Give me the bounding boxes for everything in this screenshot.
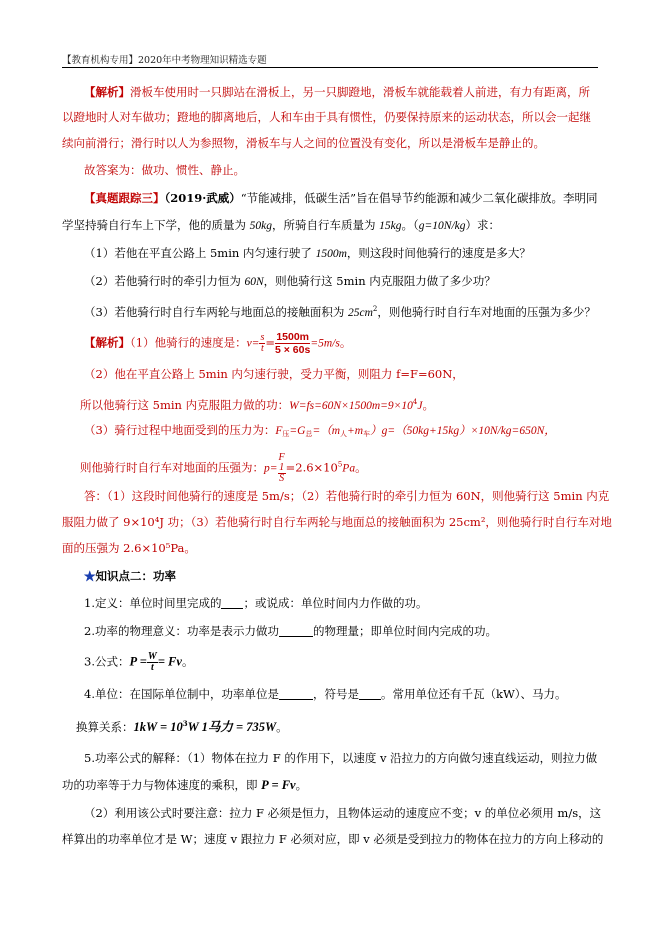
conversion-item: 换算关系：$1kW = 10^3W$ 1马力 = 735W。 bbox=[76, 719, 288, 734]
power-fraction: $\frac{W}{t}$ bbox=[147, 651, 157, 673]
pressure-fraction: F 1 S bbox=[278, 452, 285, 484]
analysis-paragraph-line-1: 【解析】滑板车使用时一只脚站在滑板上，另一只脚蹬地，滑板车就能载着人前进，有力有距离，所 bbox=[84, 85, 590, 99]
velocity-fraction: $\frac{s}{t}$ bbox=[260, 332, 265, 354]
question-2: （2）若他骑行时的牵引力恒为 60N，则他骑行这 5min 内克服阻力做了多少功？ bbox=[84, 274, 496, 288]
solution-line-1: 【解析】（1）他骑行的速度是：v= $\frac{s}{t}$ = $\frac{1500m}{5 \times 60s}$ =5m/s。 bbox=[84, 331, 352, 356]
velocity-value-fraction: $\frac{1500m}{5 \times 60s}$ bbox=[275, 331, 311, 356]
meaning-item: 2.功率的物理意义：功率是表示力做功 的物理量；即单位时间内完成的功。 bbox=[84, 624, 497, 638]
definition-item: 1.定义：单位时间里完成的 ；或说成：单位时间内力作做的功。 bbox=[84, 596, 428, 610]
problem-statement-line-2: 学坚持骑自行车上下学，他的质量为 50kg，所骑自行车质量为 15kg。（g=10N/kg）求： bbox=[62, 218, 501, 232]
explanation-line-1: 5.功率公式的解释：（1）物体在拉力 F 的作用下，以速度 v 沿拉力的方向做匀速直线运动，则拉力做 bbox=[84, 751, 598, 765]
question-1: （1）若他在平直公路上 5min 内匀速行驶了 1500m，则这段时间他骑行的速度是多大？ bbox=[84, 246, 531, 260]
analysis-paragraph-line-3: 续向前滑行；滑行时以人为参照物，滑板车与人之间的位置没有变化，所以是滑板车是静止的。 bbox=[62, 136, 545, 150]
final-answer-line-2: 服阻力做了 9×10⁴J 功；（3）若他骑行时自行车两轮与地面总的接触面积为 25cm²，则他骑行时自行车对地 bbox=[62, 515, 612, 529]
explanation-line-4: 样算出的功率单位才是 W；速度 v 跟拉力 F 必须对应，即 v 必须是受到拉力的物体在拉力的方向上移动的 bbox=[62, 832, 604, 846]
problem-source: （2019·武威） bbox=[164, 191, 241, 205]
unit-item: 4.单位：在国际单位制中，功率单位是 ，符号是 。常用单位还有千瓦（kW）、马力。 bbox=[84, 687, 567, 701]
final-answer-line-1: 答：（1）这段时间他骑行的速度是 5m/s；（2）若他骑行时的牵引力恒为 60N，则他骑行这 5min 内克 bbox=[84, 489, 610, 503]
question-3: （3）若他骑行时自行车两轮与地面总的接触面积为 $25cm^2$，则他骑行时自行车对地面的压强为多少？ bbox=[84, 305, 596, 319]
analysis-paragraph-line-2: 以蹬地时人对车做功；蹬地的脚离地后，人和车由于具有惯性，仍要保持原来的运动状态，所以会一起继 bbox=[62, 110, 591, 124]
final-answer-line-3: 面的压强为 2.6×10⁵Pa。 bbox=[62, 541, 196, 555]
page-header: 【教育机构专用】2020年中考物理知识精选专题 bbox=[62, 55, 267, 66]
problem-tag: 【真题跟踪三】 bbox=[84, 191, 165, 205]
blank-field bbox=[359, 687, 381, 700]
knowledge-point-heading: ★知识点二：功率 bbox=[84, 569, 176, 583]
solution-line-3: 所以他骑行这 5min 内克服阻力做的功：$W=fs=60N\times 1500m=9\times 10^4J$。 bbox=[80, 398, 434, 412]
analysis-tag: 【解析】 bbox=[84, 85, 130, 99]
solution-line-2: （2）他在平直公路上 5min 内匀速行驶，受力平衡，则阻力 f=F=60N， bbox=[84, 367, 464, 381]
analysis-answer: 故答案为：做功、惯性、静止。 bbox=[84, 163, 245, 177]
star-icon: ★ bbox=[84, 569, 96, 583]
explanation-line-2: 功的功率等于力与物体速度的乘积，即 P = Fv。 bbox=[62, 778, 308, 792]
explanation-line-3: （2）利用该公式时要注意：拉力 F 必须是恒力，且物体运动的速度应不变；v 的单位必须用 m/s，这 bbox=[84, 806, 602, 820]
blank-field bbox=[221, 596, 243, 609]
solution-line-5: 则他骑行时自行车对地面的压强为：p= F 1 S $=2.6\times 10^5Pa$。 bbox=[80, 452, 367, 484]
blank-field bbox=[279, 687, 313, 700]
header-divider bbox=[62, 67, 598, 68]
problem-statement-line-1: 【真题跟踪三】（2019·武威）“节能减排，低碳生活”旨在倡导节约能源和减少二氧化碳排放。李明同 bbox=[84, 191, 598, 205]
solution-tag: 【解析】 bbox=[84, 335, 130, 350]
blank-field bbox=[279, 624, 313, 637]
solution-line-4: （3）骑行过程中地面受到的压力为：$F_压=G_总=(m_人+m_车)g=(50kg+15kg)\times 10N/kg=650N$， bbox=[84, 423, 556, 438]
formula-item: 3.公式：P = $\frac{W}{t}$ = Fv。 bbox=[84, 651, 194, 673]
